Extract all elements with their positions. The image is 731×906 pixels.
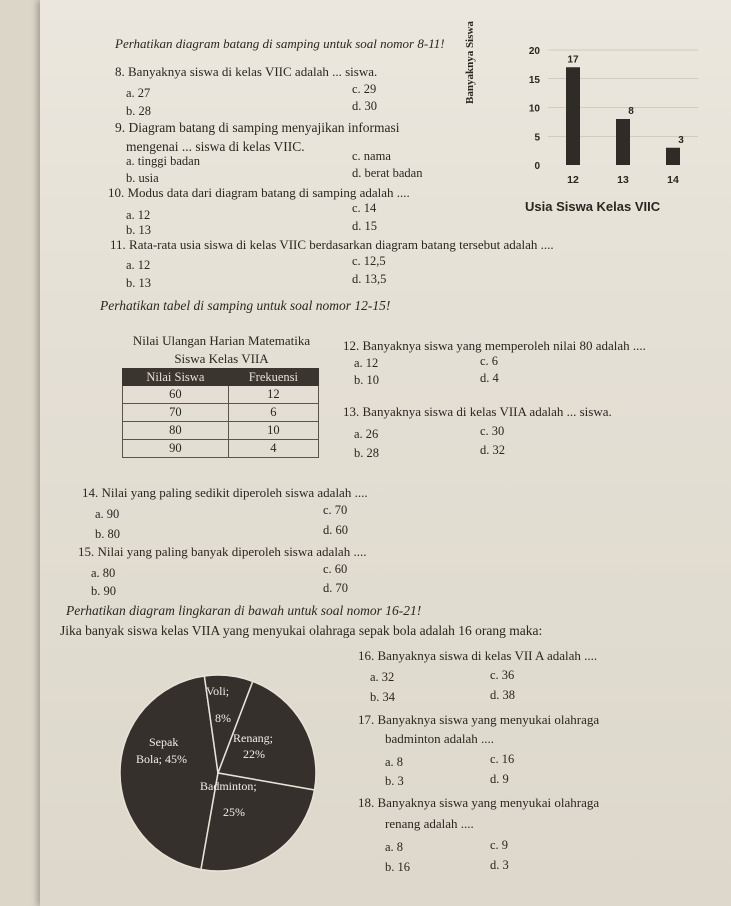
- q16-option-d: d. 38: [490, 688, 515, 702]
- q15-stem: 15. Nilai yang paling banyak diperoleh siswa adalah ....: [78, 544, 367, 559]
- q16-option-a: a. 32: [370, 670, 395, 684]
- q17-stem-line2: badminton adalah ....: [385, 731, 495, 746]
- q12-stem: 12. Banyaknya siswa yang memperoleh nilai 80 adalah ....: [343, 338, 646, 353]
- bar-chart-data-label: 8: [628, 106, 634, 117]
- worksheet-page: [40, 0, 731, 906]
- q17-option-d: d. 9: [490, 772, 509, 786]
- q11-option-b: b. 13: [126, 276, 151, 290]
- q14-option-a: a. 90: [95, 507, 120, 521]
- q18-stem-line2: renang adalah ....: [385, 816, 474, 831]
- q13-option-d: d. 32: [480, 443, 505, 457]
- bar-chart-ylabel: Banyaknya Siswa: [464, 21, 476, 104]
- q8-option-b: b. 28: [126, 104, 151, 118]
- q12-option-c: c. 6: [480, 354, 499, 368]
- table-cell: 90: [123, 440, 229, 458]
- header-nilai-siswa: Nilai Siswa: [123, 369, 229, 386]
- bar-chart-ytick-label: 15: [528, 74, 540, 86]
- pie-chart: [118, 670, 318, 875]
- q18-option-a: a. 8: [385, 840, 404, 854]
- q15-option-b: b. 90: [91, 584, 116, 598]
- header-frekuensi: Frekuensi: [228, 369, 318, 386]
- table-row: [123, 404, 319, 422]
- bar-chart-xtick-label: 12: [567, 174, 579, 186]
- q13-option-c: c. 30: [480, 424, 505, 438]
- pie-label-renang-pct: 22%: [243, 747, 265, 761]
- pie-label-sepak-pct: Bola; 45%: [136, 752, 187, 766]
- q9-stem-line1: 9. Diagram batang di samping menyajikan informasi: [115, 120, 400, 135]
- score-table-title-line1: Nilai Ulangan Harian Matematika: [132, 333, 311, 348]
- bar-chart-ytick-label: 10: [528, 103, 540, 115]
- q14-option-c: c. 70: [323, 503, 348, 517]
- q15-option-a: a. 80: [91, 566, 116, 580]
- q10-stem: 10. Modus data dari diagram batang di samping adalah ....: [108, 185, 410, 200]
- pie-label-badminton-name: Badminton;: [200, 779, 257, 793]
- q14-option-b: b. 80: [95, 527, 120, 541]
- pie-intro: Perhatikan diagram lingkaran di bawah untuk soal nomor 16-21!: [66, 603, 422, 618]
- q9-option-d: d. berat badan: [352, 166, 423, 180]
- q9-stem-line2: mengenai ... siswa di kelas VIIC.: [126, 139, 305, 154]
- q16-option-b: b. 34: [370, 690, 395, 704]
- q17-option-c: c. 16: [490, 752, 515, 766]
- q13-stem: 13. Banyaknya siswa di kelas VIIA adalah ... siswa.: [343, 404, 612, 419]
- pie-label-sepak-name: Sepak: [149, 735, 179, 749]
- q11-option-c: c. 12,5: [352, 254, 386, 268]
- q18-option-b: b. 16: [385, 860, 410, 874]
- q15-option-c: c. 60: [323, 562, 348, 576]
- bar-chart-bar: [666, 148, 680, 165]
- bar-chart-xtick-label: 14: [667, 174, 679, 186]
- q11-option-d: d. 13,5: [352, 272, 387, 286]
- bar-chart-data-label: 3: [678, 134, 684, 146]
- q17-option-a: a. 8: [385, 755, 404, 769]
- q10-option-a: a. 12: [126, 208, 151, 222]
- q12-option-a: a. 12: [354, 356, 379, 370]
- table-intro: Perhatikan tabel di samping untuk soal nomor 12-15!: [100, 298, 391, 313]
- table-row: [123, 386, 319, 404]
- score-table-title-line2: Siswa Kelas VIIA: [174, 351, 269, 366]
- q18-option-d: d. 3: [490, 858, 509, 872]
- bar-chart-title: Usia Siswa Kelas VIIC: [525, 199, 661, 214]
- score-table: [122, 368, 319, 458]
- bar-chart-ytick-label: 5: [534, 132, 540, 144]
- pie-label-badminton-pct: 25%: [223, 805, 245, 819]
- q16-option-c: c. 36: [490, 668, 515, 682]
- bar-chart-bar: [566, 67, 580, 165]
- q10-option-c: c. 14: [352, 201, 377, 215]
- q8-stem: 8. Banyaknya siswa di kelas VIIC adalah ... siswa.: [115, 64, 378, 79]
- bar-chart-data-label: 17: [567, 54, 579, 66]
- q10-option-b: b. 13: [126, 223, 151, 237]
- score-table-header-row: [123, 369, 319, 386]
- q12-option-b: b. 10: [354, 373, 379, 387]
- table-row: [123, 440, 319, 458]
- q9-option-b: b. usia: [126, 171, 159, 185]
- q14-stem: 14. Nilai yang paling sedikit diperoleh siswa adalah ....: [82, 485, 368, 500]
- q9-option-a: a. tinggi badan: [126, 154, 200, 168]
- pie-label-renang-name: Renang;: [233, 731, 273, 745]
- table-cell: 12: [228, 386, 318, 404]
- pie-chart-slices: [120, 675, 316, 871]
- q8-option-a: a. 27: [126, 86, 151, 100]
- q17-stem-line1: 17. Banyaknya siswa yang menyukai olahraga: [358, 712, 600, 727]
- pie-label-voli-pct: 8%: [215, 711, 231, 725]
- q18-stem-line1: 18. Banyaknya siswa yang menyukai olahraga: [358, 795, 600, 810]
- q13-option-b: b. 28: [354, 446, 379, 460]
- q8-option-d: d. 30: [352, 99, 377, 113]
- bar-chart-xtick-label: 13: [617, 174, 629, 186]
- q13-option-a: a. 26: [354, 427, 379, 441]
- q18-option-c: c. 9: [490, 838, 509, 852]
- table-row: [123, 422, 319, 440]
- bar-intro: Perhatikan diagram batang di samping untuk soal nomor 8-11!: [115, 36, 445, 51]
- q11-stem: 11. Rata-rata usia siswa di kelas VIIC berdasarkan diagram batang tersebut adalah ....: [110, 237, 554, 252]
- q14-option-d: d. 60: [323, 523, 348, 537]
- bar-chart-bars: [566, 54, 684, 186]
- pie-note: Jika banyak siswa kelas VIIA yang menyukai olahraga sepak bola adalah 16 orang maka:: [60, 623, 543, 638]
- bar-chart-ytick-label: 20: [528, 46, 540, 57]
- table-cell: 60: [123, 386, 229, 404]
- bar-chart-ytick-label: 0: [534, 161, 540, 172]
- bar-chart-bar: [616, 119, 630, 165]
- q15-option-d: d. 70: [323, 581, 348, 595]
- q16-stem: 16. Banyaknya siswa di kelas VII A adalah ....: [358, 648, 598, 663]
- table-cell: 80: [123, 422, 229, 440]
- table-cell: 6: [228, 404, 318, 422]
- table-cell: 4: [228, 440, 318, 458]
- q11-option-a: a. 12: [126, 258, 151, 272]
- pie-label-voli-name: Voli;: [206, 684, 230, 698]
- pie-chart-slice: [120, 676, 218, 870]
- q10-option-d: d. 15: [352, 219, 377, 233]
- bar-chart: [510, 40, 710, 215]
- table-cell: 10: [228, 422, 318, 440]
- q17-option-b: b. 3: [385, 774, 404, 788]
- q8-option-c: c. 29: [352, 82, 377, 96]
- table-cell: 70: [123, 404, 229, 422]
- q12-option-d: d. 4: [480, 371, 499, 385]
- q9-option-c: c. nama: [352, 149, 391, 163]
